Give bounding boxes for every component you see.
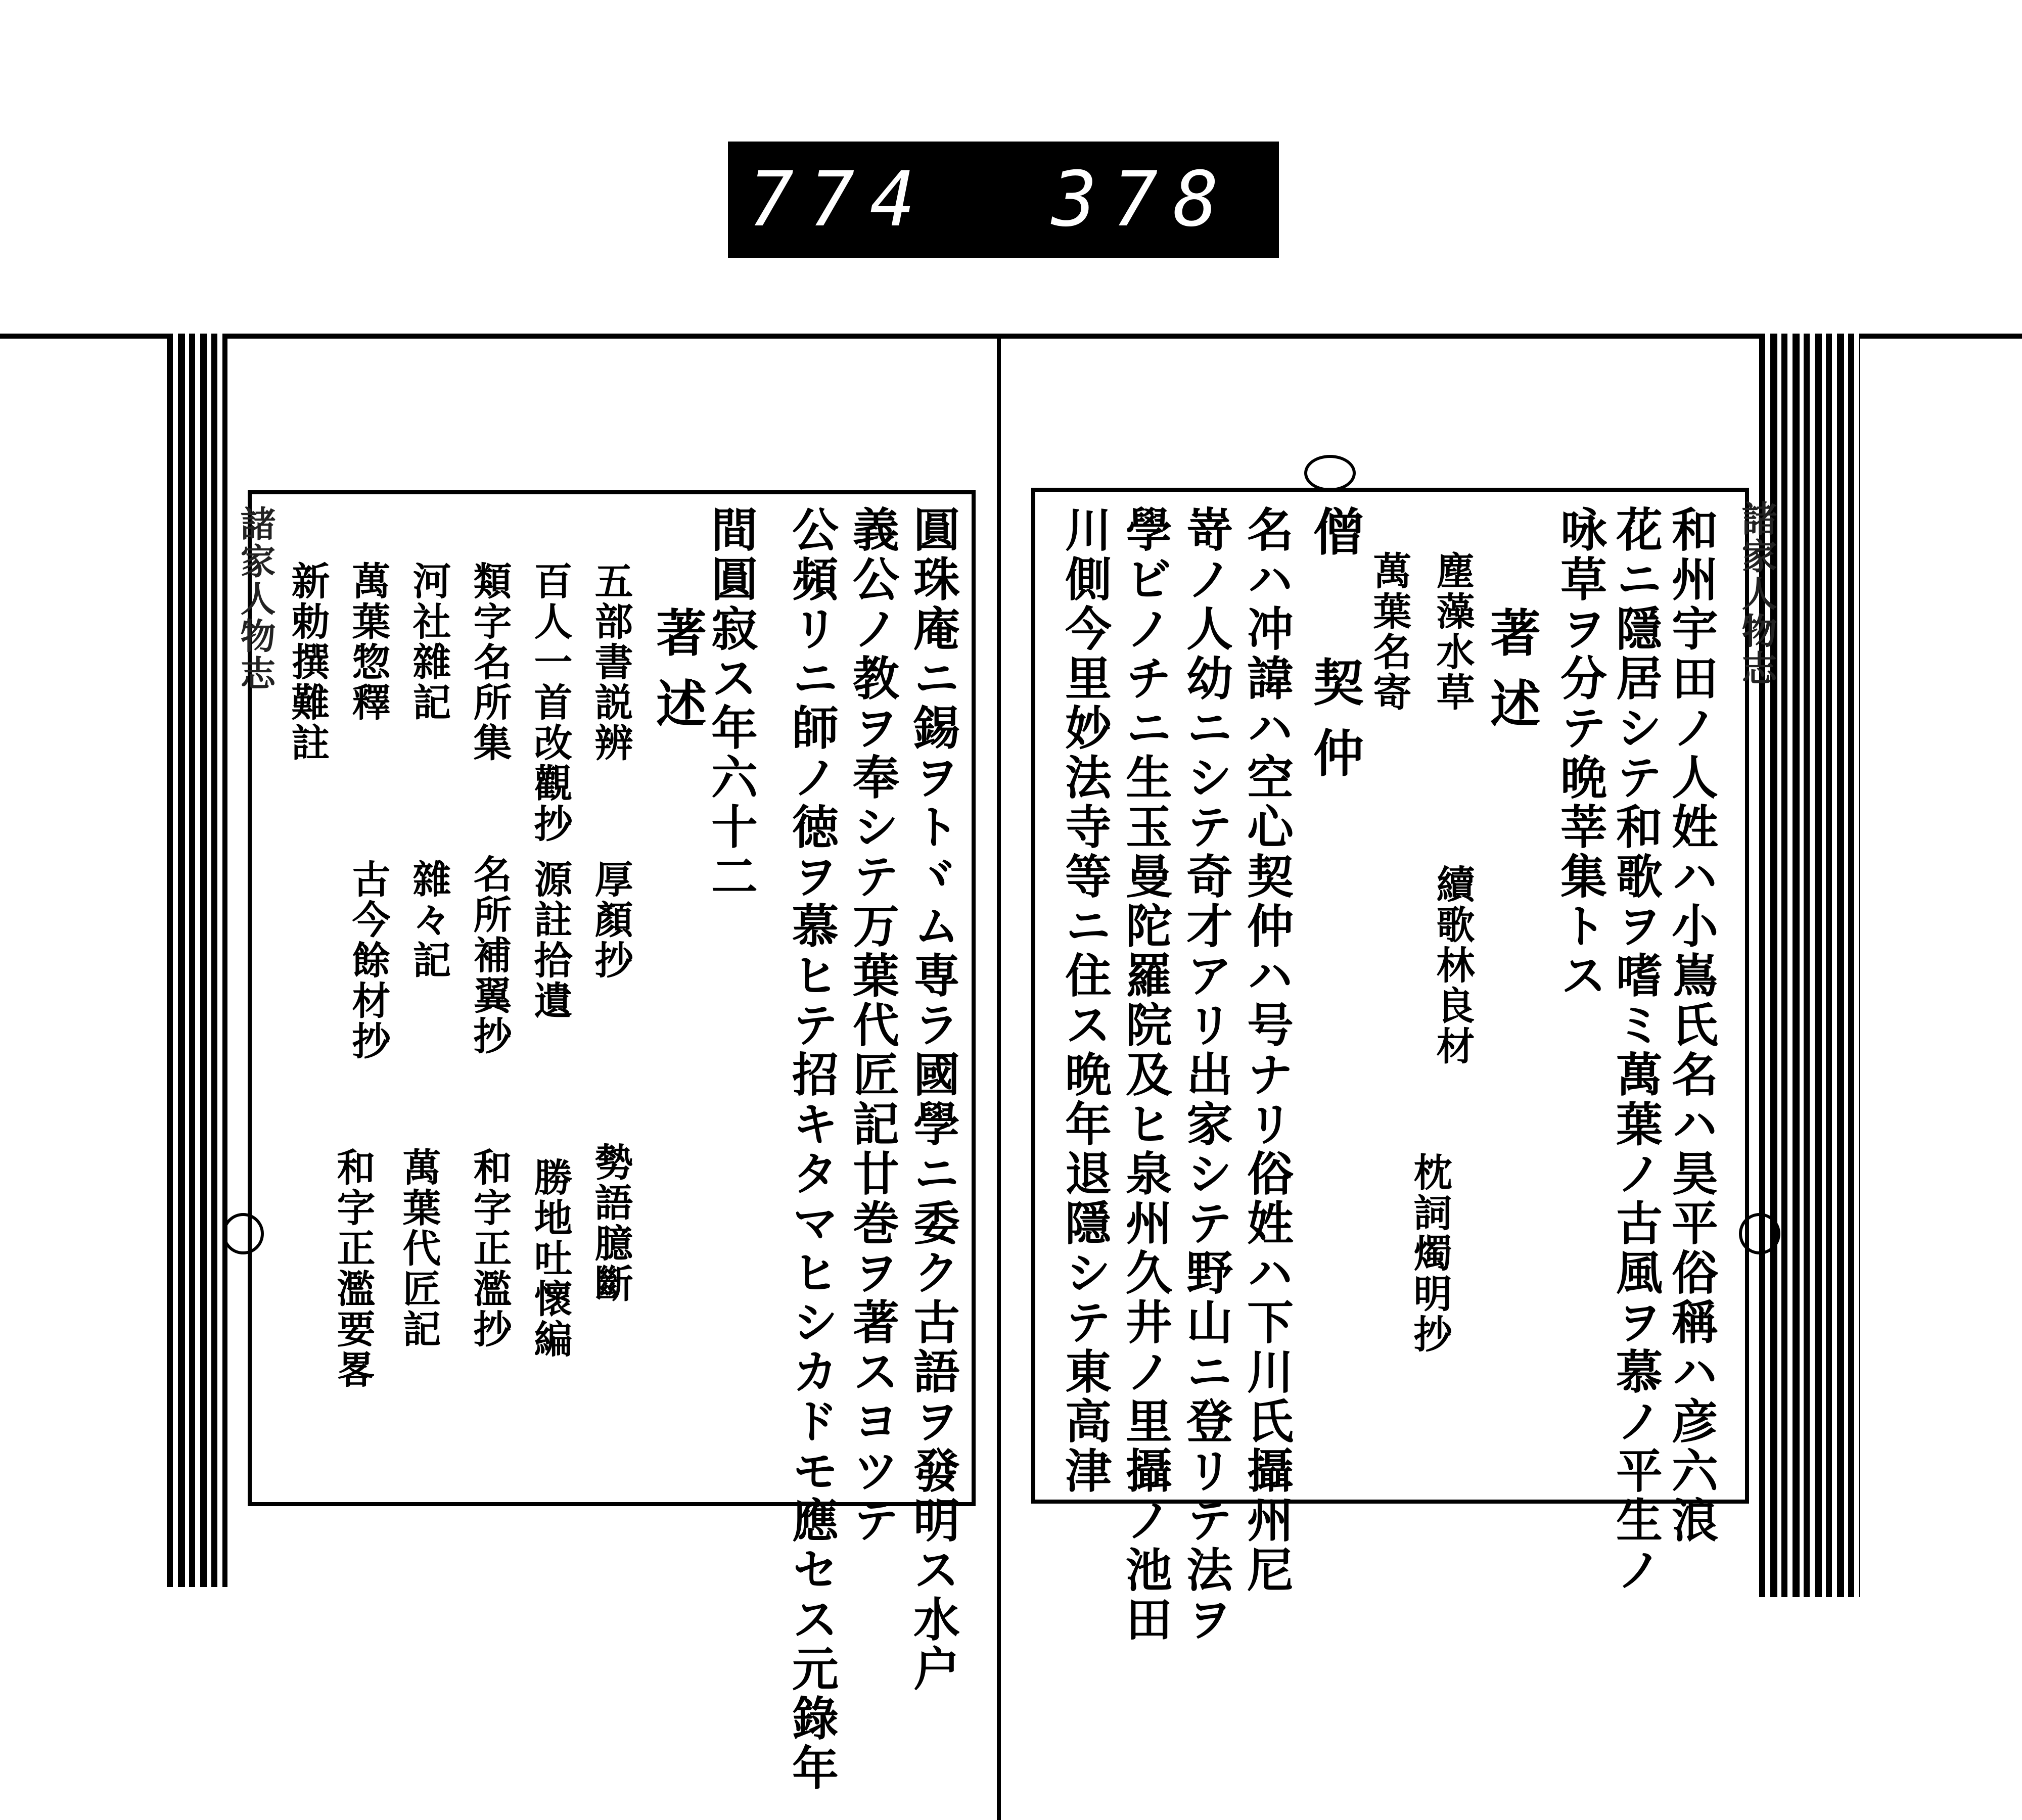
left-work: 河社雜記 [406, 561, 451, 723]
right-margin-title: 諸家人物志 [1736, 500, 1778, 687]
right-work-4: 枕詞燭明抄 [1407, 1152, 1452, 1355]
left-text-column-3: 公頻リニ師ノ徳ヲ慕ヒテ招キタマヒシカドモ應セス元錄年 [785, 505, 839, 1793]
left-work: 類字名所集 [467, 561, 512, 763]
right-work-3: 萬葉名寄 [1367, 551, 1412, 713]
left-text-column-2: 義公ノ教ヲ奉シテ万葉代匠記廿巻ヲ著スヨツテ [845, 505, 900, 1546]
left-text-column-1: 圓珠庵ニ錫ヲトヾム専ラ國學ニ委ク古語ヲ發明ス水户 [906, 505, 960, 1694]
left-work: 百人一首改觀抄 [528, 561, 573, 844]
left-work: 厚顏抄 [588, 859, 633, 981]
right-bio-column-1: 名ハ冲諱ハ空心契仲ハ号ナリ俗姓ハ下川氏攝州尼 [1239, 505, 1294, 1595]
right-works-heading: 著述 [1482, 606, 1541, 748]
right-text-column-2: 花ニ隱居シテ和歌ヲ嗜ミ萬葉ノ古風ヲ慕ノ平生ノ [1609, 505, 1663, 1595]
right-text-column-1: 和州宇田ノ人姓ハ小嶌氏名ハ昊平俗稱ハ彦六浪 [1664, 505, 1719, 1546]
left-work: 名所補翼抄 [467, 854, 512, 1056]
right-text-column-3: 咏草ヲ分テ晩莘集トス [1553, 505, 1607, 1001]
right-number: 378 [1051, 156, 1234, 244]
left-margin-title: 諸家人物志 [235, 505, 277, 692]
right-bio-column-3: 學ビノチニ生玉曼陀羅院及ヒ泉州久井ノ里攝ノ池田 [1118, 505, 1173, 1645]
left-work: 新勅撰難註 [285, 561, 330, 763]
left-number: 774 [748, 156, 931, 244]
left-work: 五部書説辨 [588, 561, 633, 763]
left-work: 雜々記 [406, 859, 451, 981]
ink-mark [1739, 1213, 1780, 1254]
left-work: 源註拾遺 [528, 859, 573, 1021]
accession-label [728, 142, 1279, 258]
left-page-edges [167, 334, 227, 1587]
right-work-1: 塵藻水草 [1430, 551, 1475, 713]
left-works-heading: 著述 [648, 606, 707, 748]
left-text-column-4: 間圓寂ス年六十二 [704, 505, 758, 902]
left-work: 萬葉惣釋 [346, 561, 391, 723]
spine [997, 334, 1001, 1820]
right-work-2: 續歌林良材 [1430, 864, 1475, 1066]
left-work: 勢語臆斷 [588, 1142, 633, 1304]
ink-mark [1304, 455, 1356, 491]
right-bio-column-4: 川側今里妙法寺等ニ住ス晩年退隱シテ東高津 [1058, 505, 1112, 1496]
top-rule [0, 334, 2022, 339]
priest-heading: 僧 契仲 [1305, 505, 1364, 798]
left-work: 和字正濫要畧 [331, 1147, 376, 1390]
right-bio-column-2: 嵜ノ人幼ニシテ奇才アリ出家シテ野山ニ登リテ法ヲ [1179, 505, 1233, 1645]
left-work: 和字正濫抄 [467, 1147, 512, 1349]
left-work: 萬葉代匠記 [396, 1147, 441, 1349]
left-work: 勝地吐懷編 [528, 1157, 573, 1360]
left-work: 古今餘材抄 [346, 859, 391, 1061]
ink-mark [222, 1213, 264, 1254]
